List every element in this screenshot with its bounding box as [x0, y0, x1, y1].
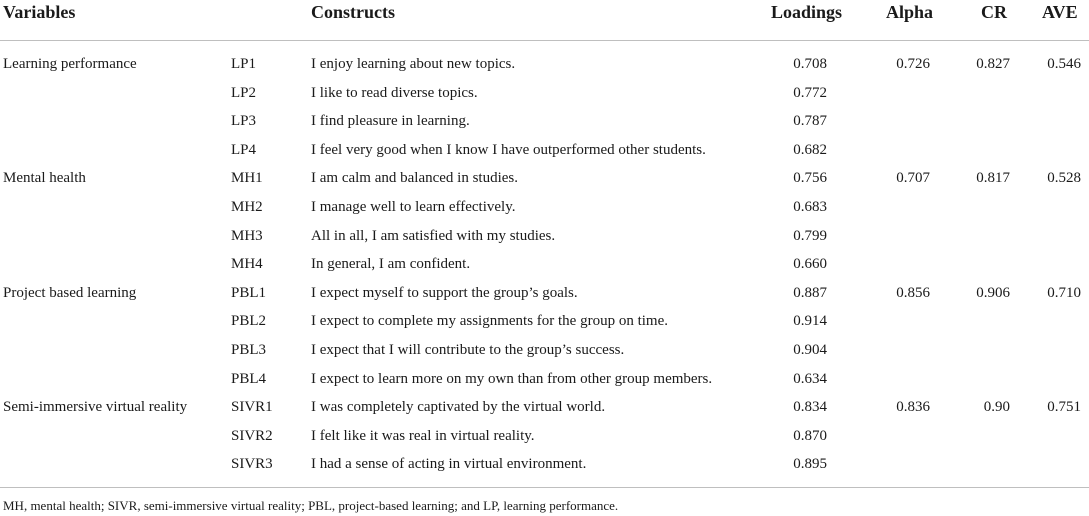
row-construct: I manage well to learn effectively. — [311, 199, 516, 215]
row-construct: I expect to complete my assignments for the group on time. — [311, 313, 668, 330]
table-row — [0, 341, 1089, 370]
table-row — [0, 398, 1089, 427]
table-row — [0, 169, 1089, 198]
row-code: PBL4 — [231, 370, 267, 387]
row-code: PBL2 — [231, 313, 267, 330]
header-constructs: Constructs — [311, 2, 395, 22]
header-ave: AVE — [1042, 2, 1078, 22]
table-row — [0, 427, 1089, 456]
header-cr: CR — [981, 2, 1007, 22]
row-construct: I expect that I will contribute to the group’s success. — [311, 342, 625, 358]
row-loading: 0.787 — [793, 113, 827, 130]
row-ave: 0.751 — [1047, 399, 1081, 416]
row-construct: I felt like it was real in virtual reality. — [311, 427, 535, 444]
row-ave: 0.528 — [1047, 170, 1081, 187]
row-cr: 0.827 — [976, 56, 1010, 72]
row-loading: 0.634 — [793, 370, 827, 387]
row-loading: 0.834 — [793, 399, 827, 416]
row-construct: I expect to learn more on my own than from other group members. — [311, 370, 713, 387]
row-code: LP4 — [231, 141, 257, 158]
row-code: LP2 — [231, 84, 257, 101]
row-code: LP1 — [231, 56, 257, 72]
row-construct: I feel very good when I know I have outperformed other students. — [311, 141, 706, 158]
row-alpha: 0.726 — [896, 56, 930, 72]
row-code: PBL3 — [231, 342, 267, 358]
row-construct: I was completely captivated by the virtual world. — [311, 399, 606, 416]
header-loadings: Loadings — [771, 2, 843, 22]
row-construct: I enjoy learning about new topics. — [311, 56, 516, 72]
row-code: PBL1 — [231, 284, 267, 301]
table-row — [0, 227, 1089, 256]
row-loading: 0.708 — [793, 56, 827, 72]
table-row — [0, 284, 1089, 313]
row-loading: 0.682 — [793, 141, 827, 158]
row-loading: 0.756 — [793, 170, 827, 187]
row-variable: Semi-immersive virtual reality — [3, 399, 188, 416]
table-header — [0, 0, 1089, 40]
row-loading: 0.683 — [793, 199, 827, 215]
footer-divider — [0, 487, 1089, 488]
row-construct: I had a sense of acting in virtual environment. — [311, 456, 587, 473]
header-divider — [0, 40, 1089, 41]
row-loading: 0.799 — [793, 227, 827, 244]
row-code: SIVR2 — [231, 427, 273, 444]
row-code: MH3 — [231, 227, 263, 244]
row-code: MH2 — [231, 199, 263, 215]
row-loading: 0.895 — [793, 456, 827, 473]
row-code: LP3 — [231, 113, 257, 130]
table-row — [0, 255, 1089, 284]
header-alpha: Alpha — [886, 2, 934, 22]
header-variables: Variables — [3, 2, 76, 22]
row-code: SIVR3 — [231, 456, 273, 473]
row-alpha: 0.707 — [896, 170, 930, 187]
table-row — [0, 55, 1089, 84]
row-code: MH4 — [231, 256, 263, 273]
row-code: SIVR1 — [231, 399, 273, 416]
row-construct: All in all, I am satisfied with my studies. — [311, 227, 556, 244]
table-footnote: MH, mental health; SIVR, semi-immersive virtual reality; PBL, project-based learning; and LP, learning performance. — [3, 498, 619, 513]
table-row — [0, 455, 1089, 484]
row-cr: 0.817 — [976, 170, 1010, 187]
table-row — [0, 112, 1089, 141]
row-loading: 0.660 — [793, 256, 827, 273]
row-cr: 0.906 — [976, 284, 1010, 301]
table-row — [0, 141, 1089, 170]
row-construct: I like to read diverse topics. — [311, 84, 478, 101]
row-loading: 0.870 — [793, 427, 827, 444]
row-variable: Mental health — [3, 170, 86, 187]
row-ave: 0.546 — [1047, 56, 1081, 72]
row-loading: 0.887 — [793, 284, 827, 301]
row-loading: 0.904 — [793, 342, 827, 358]
row-construct: I am calm and balanced in studies. — [311, 170, 519, 187]
row-alpha: 0.836 — [896, 399, 930, 416]
table-row — [0, 370, 1089, 399]
row-construct: In general, I am confident. — [311, 256, 471, 273]
row-construct: I expect myself to support the group’s goals. — [311, 284, 578, 301]
row-construct: I find pleasure in learning. — [311, 113, 470, 130]
table-row — [0, 198, 1089, 227]
row-alpha: 0.856 — [896, 284, 930, 301]
row-loading: 0.772 — [793, 84, 827, 101]
row-cr: 0.90 — [983, 399, 1010, 416]
row-ave: 0.710 — [1047, 284, 1081, 301]
table-row — [0, 312, 1089, 341]
row-variable: Project based learning — [3, 284, 137, 301]
row-loading: 0.914 — [793, 313, 827, 330]
row-variable: Learning performance — [3, 56, 137, 72]
table-row — [0, 84, 1089, 113]
row-code: MH1 — [231, 170, 263, 187]
